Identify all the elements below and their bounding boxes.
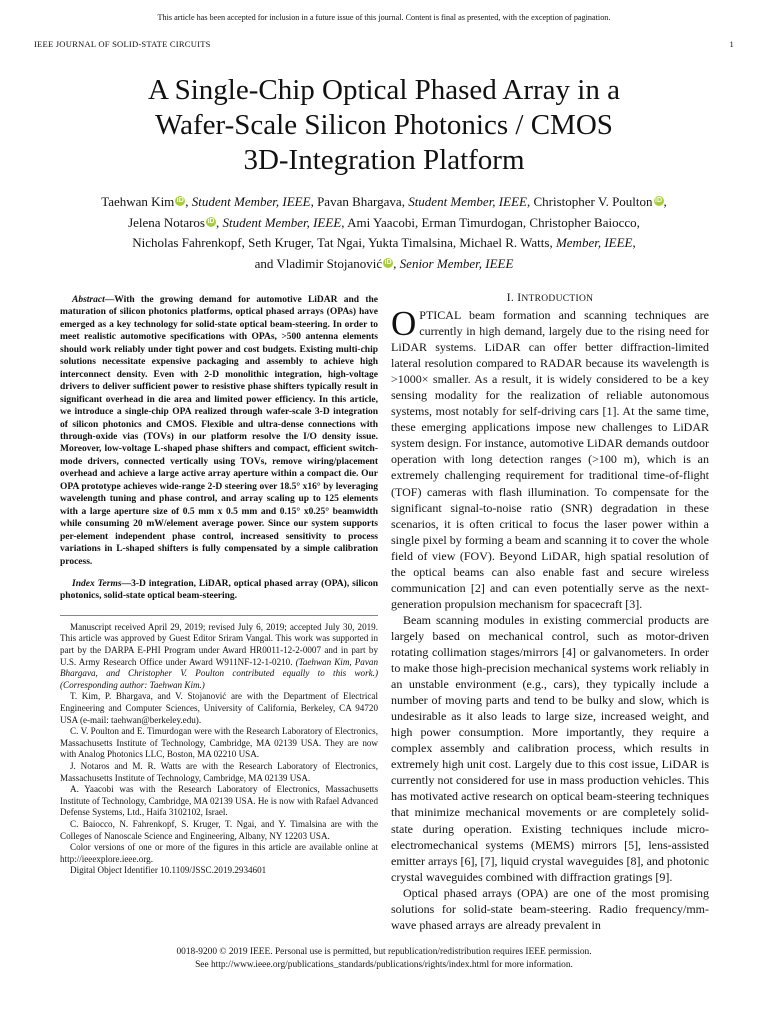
author-role: Student Member, IEEE <box>408 194 527 209</box>
author-role: Student Member, IEEE <box>222 214 342 230</box>
abstract-text: With the growing demand for automotive LiDAR and the maturation of silicon photonics platforms, optical phased arrays (OPAs) have emerged as a key technology for solid-state optical beam-steering. In order to meet realistic automotive specifications with OPAs, >500 antenna elements should work reliably under tight power and cost budgets. Existing multi-chip solutions necessitate expensive packaging and assembly to achieve high interconnect density. Even with 2-D monolithic integration, high-voltage drivers to deliver sufficient power to resistive phase shifters typically result in significant overhead in die area and limited power efficiency. In this article, we introduce a single-chip OPA realized through wafer-scale 3-D integration of silicon photonics and CMOS. Flexible and ultra-dense connections with through-oxide vias (TOVs) in our platform resolve the I/O density issue. Moreover, low-voltage L-shaped phase shifters and compact, efficient switch-mode drivers, connected vertically using TOVs, remove wiring/placement overhead and achieve a large active array aperture within a compact die. Our OPA prototype achieves wide-range 2-D steering over 18.5° x16° by leveraging wavelength tuning and phase control, and array scaling up to 125 elements with a large aperture size of 0.5 mm x 0.5 mm and 0.15° x0.25° beamwidth while consuming 20 mW/element average power. Since our system supports per-element independent phase control, increased sensitivity to process variations in L-shaped shifters is fully compensated by a simple calibration process. <box>60 295 378 567</box>
author-line-3: Nicholas Fahrenkopf, Seth Kruger, Tat Ngai, Yukta Timalsina, Michael R. Watts, Member, IEEE, <box>132 235 636 250</box>
footnote-affiliation: A. Yaacobi was with the Research Laboratory of Electronics, Massachusetts Institute of Technology, Cambridge, MA 02139 USA. He is now with Rafael Advanced Defense Systems, Ltd., Haifa 3102102, Israel. <box>60 784 378 818</box>
index-terms-text: 3-D integration, LiDAR, optical phased array (OPA), silicon photonics, solid-state optical beam-steering. <box>60 578 378 602</box>
acceptance-notice: This article has been accepted for inclusion in a future issue of this journal. Content is final as presented, with the exception of pagination. <box>157 13 611 22</box>
author-kim: Taehwan Kim <box>101 194 175 209</box>
right-column <box>391 291 709 933</box>
footnote-affiliation: C. Baiocco, N. Fahrenkopf, S. Kruger, T. Ngai, and Y. Timalsina are with the Colleges of Nanoscale Science and Engineering, Albany, NY 12203 USA. <box>60 818 378 841</box>
footnote-divider <box>60 615 378 616</box>
index-terms: Index Terms—3-D integration, LiDAR, optical phased array (OPA), silicon photonics, solid-state optical beam-steering. <box>60 578 378 602</box>
page-number: 1 <box>729 39 734 49</box>
intro-paragraph-3: Optical phased arrays (OPA) are one of the most promising solutions for solid-state beam-steering. Radio frequency/mm-wave phased arrays are already prevalent in <box>391 885 709 932</box>
author-bhargava: Pavan Bhargava <box>317 194 402 209</box>
author-poulton: Christopher V. Poulton <box>533 194 653 209</box>
author-line-2: Jelena Notaros iD , Student Member, IEEE, Ami Yaacobi, Erman Timurdogan, Christopher Baiocco, <box>128 214 640 230</box>
title-line-1: A Single-Chip Optical Phased Array in a <box>148 74 620 106</box>
drop-cap: O <box>391 304 417 343</box>
author-role: Member, IEEE <box>555 235 633 250</box>
running-head <box>34 39 734 49</box>
title-line-2: Wafer-Scale Silicon Photonics / CMOS <box>155 109 613 141</box>
section-heading-introduction: I. INTRODUCTION <box>506 292 594 304</box>
copyright-line-1: 0018-9200 © 2019 IEEE. Personal use is permitted, but republication/redistribution requires IEEE permission. <box>176 947 592 957</box>
title-line-3: 3D-Integration Platform <box>243 144 525 176</box>
author-role: Senior Member, IEEE <box>399 255 514 271</box>
footnote-affiliation: J. Notaros and M. R. Watts are with the Research Laboratory of Electronics, Massachusetts Institute of Technology, Cambridge, MA 02139 USA. <box>60 761 378 783</box>
author-notaros: Jelena Notaros <box>128 214 205 230</box>
orcid-icon[interactable]: iD <box>207 217 215 225</box>
abstract-label: Abstract <box>72 295 105 305</box>
copyright-line-2: See http://www.ieee.org/publications_standards/publications/rights/index.html for more information. <box>195 959 573 970</box>
author-stojanovic: and Vladimir Stojanović <box>254 255 383 271</box>
author-group: Nicholas Fahrenkopf, Seth Kruger, Tat Ngai, Yukta Timalsina, Michael R. Watts, <box>132 235 553 250</box>
footnote-manuscript: Manuscript received April 29, 2019; revised July 6, 2019; accepted July 30, 2019. This article was approved by Guest Editor Sriram Vangal. This work was supported in part by the DARPA E-PHI Program under Award HR0011-12-2-0007 and in part by U.S. Army Research Office under Award W911NF-12-1-0210. (Taehwan Kim, Pavan Bhargava, and Christopher V. Poulton contributed equally to this work.) (Corresponding author: Taehwan Kim.) <box>60 621 378 690</box>
author-line-4: and Vladimir Stojanović iD , Senior Member, IEEE <box>254 255 514 271</box>
journal-name: IEEE JOURNAL OF SOLID-STATE CIRCUITS <box>34 39 211 49</box>
abstract: Abstract—With the growing demand for automotive LiDAR and the maturation of silicon photonics platforms, optical phased arrays (OPAs) have emerged as a key technology for solid-state optical beam-steering. In order to meet realistic automotive specifications with OPAs, >500 antenna elements should work reliably under tight power and cost budgets. Existing multi-chip solutions necessitate expensive packaging and assembly to achieve high interconnect density. Even with 2-D monolithic integration, high-voltage drivers to deliver sufficient power to resistive phase shifters typically result in significant overhead in die area and limited power efficiency. In this article, we introduce a single-chip OPA realized through wafer-scale 3-D integration of silicon photonics and CMOS. Flexible and ultra-dense connections with through-oxide vias (TOVs) in our platform resolve the I/O density issue. Moreover, low-voltage L-shaped phase shifters and compact, efficient switch-mode drivers, connected vertically using TOVs, remove wiring/placement overhead and achieve a large active array aperture within a compact die. Our OPA prototype achieves wide-range 2-D steering over 18.5° x16° by leveraging wavelength tuning and phase control, and array scaling up to 125 elements with a large aperture size of 0.5 mm x 0.5 mm and 0.15° x0.25° beamwidth while consuming 20 mW/element average power. Since our system supports per-element independent phase control, increased sensitivity to process variations in L-shaped shifters is fully compensated by a simple calibration process. <box>60 295 378 567</box>
footnote-affiliation: C. V. Poulton and E. Timurdogan were with the Research Laboratory of Electronics, Massachusetts Institute of Technology, Cambridge, MA 02139 USA. They are now with Analog Photonics LLC, Boston, MA 02210 USA. <box>60 726 378 760</box>
paper-title <box>60 73 708 178</box>
author-line-1: Taehwan Kim iD , Student Member, IEEE, Pavan Bhargava, Student Member, IEEE, Christopher V. Poulton iD , <box>101 194 667 209</box>
orcid-icon[interactable]: iD <box>384 258 392 266</box>
author-role: Student Member, IEEE <box>191 194 311 209</box>
footnote-color: Color versions of one or more of the figures in this article are available online at http://ieeexplore.ieee.org. <box>60 842 378 864</box>
footnote-doi: Digital Object Identifier 10.1109/JSSC.2019.2934601 <box>70 865 267 876</box>
index-terms-label: Index Terms <box>72 578 122 589</box>
left-column <box>60 294 378 877</box>
footnote-affiliation: T. Kim, P. Bhargava, and V. Stojanović are with the Department of Electrical Engineering and Computer Sciences, University of California, Berkeley, CA 94720 USA (e-mail: taehwan@berkeley.edu). <box>60 691 378 725</box>
copyright-notice <box>0 946 768 971</box>
intro-paragraph-2: Beam scanning modules in existing commercial products are largely based on mechanical control, such as motor-driven rotating collimation stages/mirrors [4] or galvanometers. In order to make those high-precision mechanical systems work reliably in an unstable environment (e.g., cars), they typically include a number of moving parts and tend to be bulky and slow, which is undesirable as it also leads to large size, increased weight, and high power consumption. More importantly, they require a complex assembly and calibration process, which results in extremely high unit cost. Largely due to this cost issue, LiDAR is currently not considered for use in mass production vehicles. This has motivated active research on optical beam-steering techniques that minimize mechanical movements or are completely solid-state during operation. Existing techniques include micro-electromechanical systems (MEMS) mirrors [5], lens-assisted emitter arrays [6], [7], liquid crystal waveguides [8], and photonic crystal waveguides combined with diffraction gratings [9]. <box>391 612 709 884</box>
orcid-icon[interactable]: iD <box>176 197 184 204</box>
author-group: Ami Yaacobi, Erman Timurdogan, Christopher Baiocco, <box>347 214 640 230</box>
author-list <box>48 192 720 274</box>
orcid-icon[interactable]: iD <box>655 197 663 204</box>
intro-paragraph-1: OPTICAL beam formation and scanning techniques are currently in high demand, largely due to the rising need for LiDAR systems. LiDAR can offer better diffraction-limited lateral resolution compared to RADAR because its wavelength is >1000× smaller. As a result, it is widely considered to be a key sensing modality for the realization of reliable autonomous systems, most notably for self-driving cars [1]. At the same time, these emerging applications impose new challenges to LiDAR system design. For instance, automotive LiDAR demands outdoor operation with long detection ranges (>100 m), which is an extremely challenging requirement for traditional time-of-flight (TOF) cameras with flash illumination. To compensate for the significant signal-to-noise ratio (SNR) degradation in these scenarios, it is often critical to focus the laser power within a single pixel by forming a beam and scanning it to cover the whole field of view (FOV). Beyond LiDAR, high spatial resolution of the optical beams can also enable fast and secure wireless communication [2] and can even potentially serve as the next-generation propulsion mechanism for spacecraft [3]. <box>391 304 709 611</box>
